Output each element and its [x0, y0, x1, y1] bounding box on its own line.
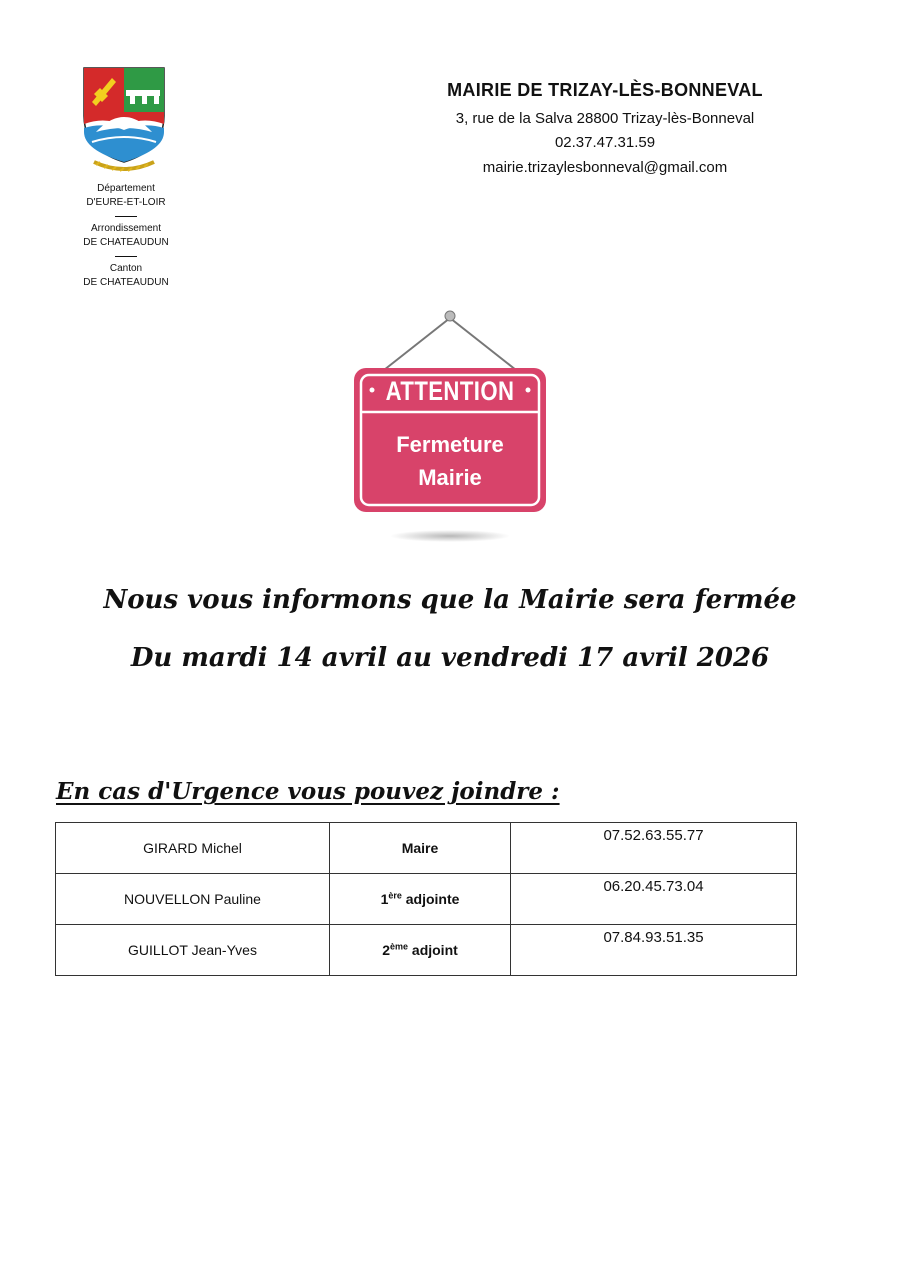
notice-line-1: Nous vous informons que la Mairie sera fermée	[103, 585, 797, 615]
departement-value: D'EURE-ET-LOIR	[86, 197, 166, 208]
table-row	[56, 874, 797, 925]
role-prefix: Maire	[401, 840, 439, 856]
contact-role	[330, 823, 511, 874]
contact-role	[330, 925, 511, 976]
canton-label: Canton	[109, 263, 143, 274]
contact-name: GIRARD Michel	[56, 823, 330, 874]
contact-phone[interactable]: 06.20.45.73.04	[511, 874, 797, 925]
mairie-phone: 02.37.47.31.59	[554, 134, 656, 151]
sign-line-1: Fermeture	[396, 432, 504, 457]
role-sup: ère	[388, 890, 402, 901]
notice-line-2: Du mardi 14 avril au vendredi 17 avril 2026	[130, 643, 770, 673]
urgence-heading: En cas d'Urgence vous pouvez joindre :	[56, 778, 560, 805]
divider	[115, 256, 137, 257]
role-prefix: 1	[380, 891, 389, 907]
contact-role	[330, 874, 511, 925]
contact-name: NOUVELLON Pauline	[56, 874, 330, 925]
role-suffix: adjointe	[401, 891, 460, 907]
sign-line-2: Mairie	[418, 465, 482, 490]
mairie-title: MAIRIE DE TRIZAY-LÈS-BONNEVAL	[447, 80, 763, 100]
canton-value: DE CHATEAUDUN	[83, 277, 169, 288]
role-prefix: 2	[382, 942, 390, 958]
role-suffix: adjoint	[408, 942, 458, 958]
admin-block	[70, 182, 182, 290]
contact-phone[interactable]: 07.84.93.51.35	[511, 925, 797, 976]
contacts-table	[55, 822, 797, 976]
arrondissement-label: Arrondissement	[90, 223, 162, 234]
table-row	[56, 925, 797, 976]
sign-attention-text: ATTENTION	[385, 376, 515, 406]
table-row	[56, 823, 797, 874]
divider	[115, 216, 137, 217]
closed-sign-icon	[340, 300, 560, 550]
contact-name: GUILLOT Jean-Yves	[56, 925, 330, 976]
laurel-wreath-icon	[90, 160, 158, 174]
role-sup: ème	[390, 941, 409, 952]
mairie-address: 3, rue de la Salva 28800 Trizay-lès-Bonneval	[455, 110, 755, 127]
departement-label: Département	[97, 183, 155, 194]
mairie-email[interactable]: mairie.trizaylesbonneval@gmail.com	[482, 159, 728, 176]
coat-of-arms-logo	[82, 66, 166, 164]
contact-phone[interactable]: 07.52.63.55.77	[511, 823, 797, 874]
arrondissement-value: DE CHATEAUDUN	[83, 237, 169, 248]
